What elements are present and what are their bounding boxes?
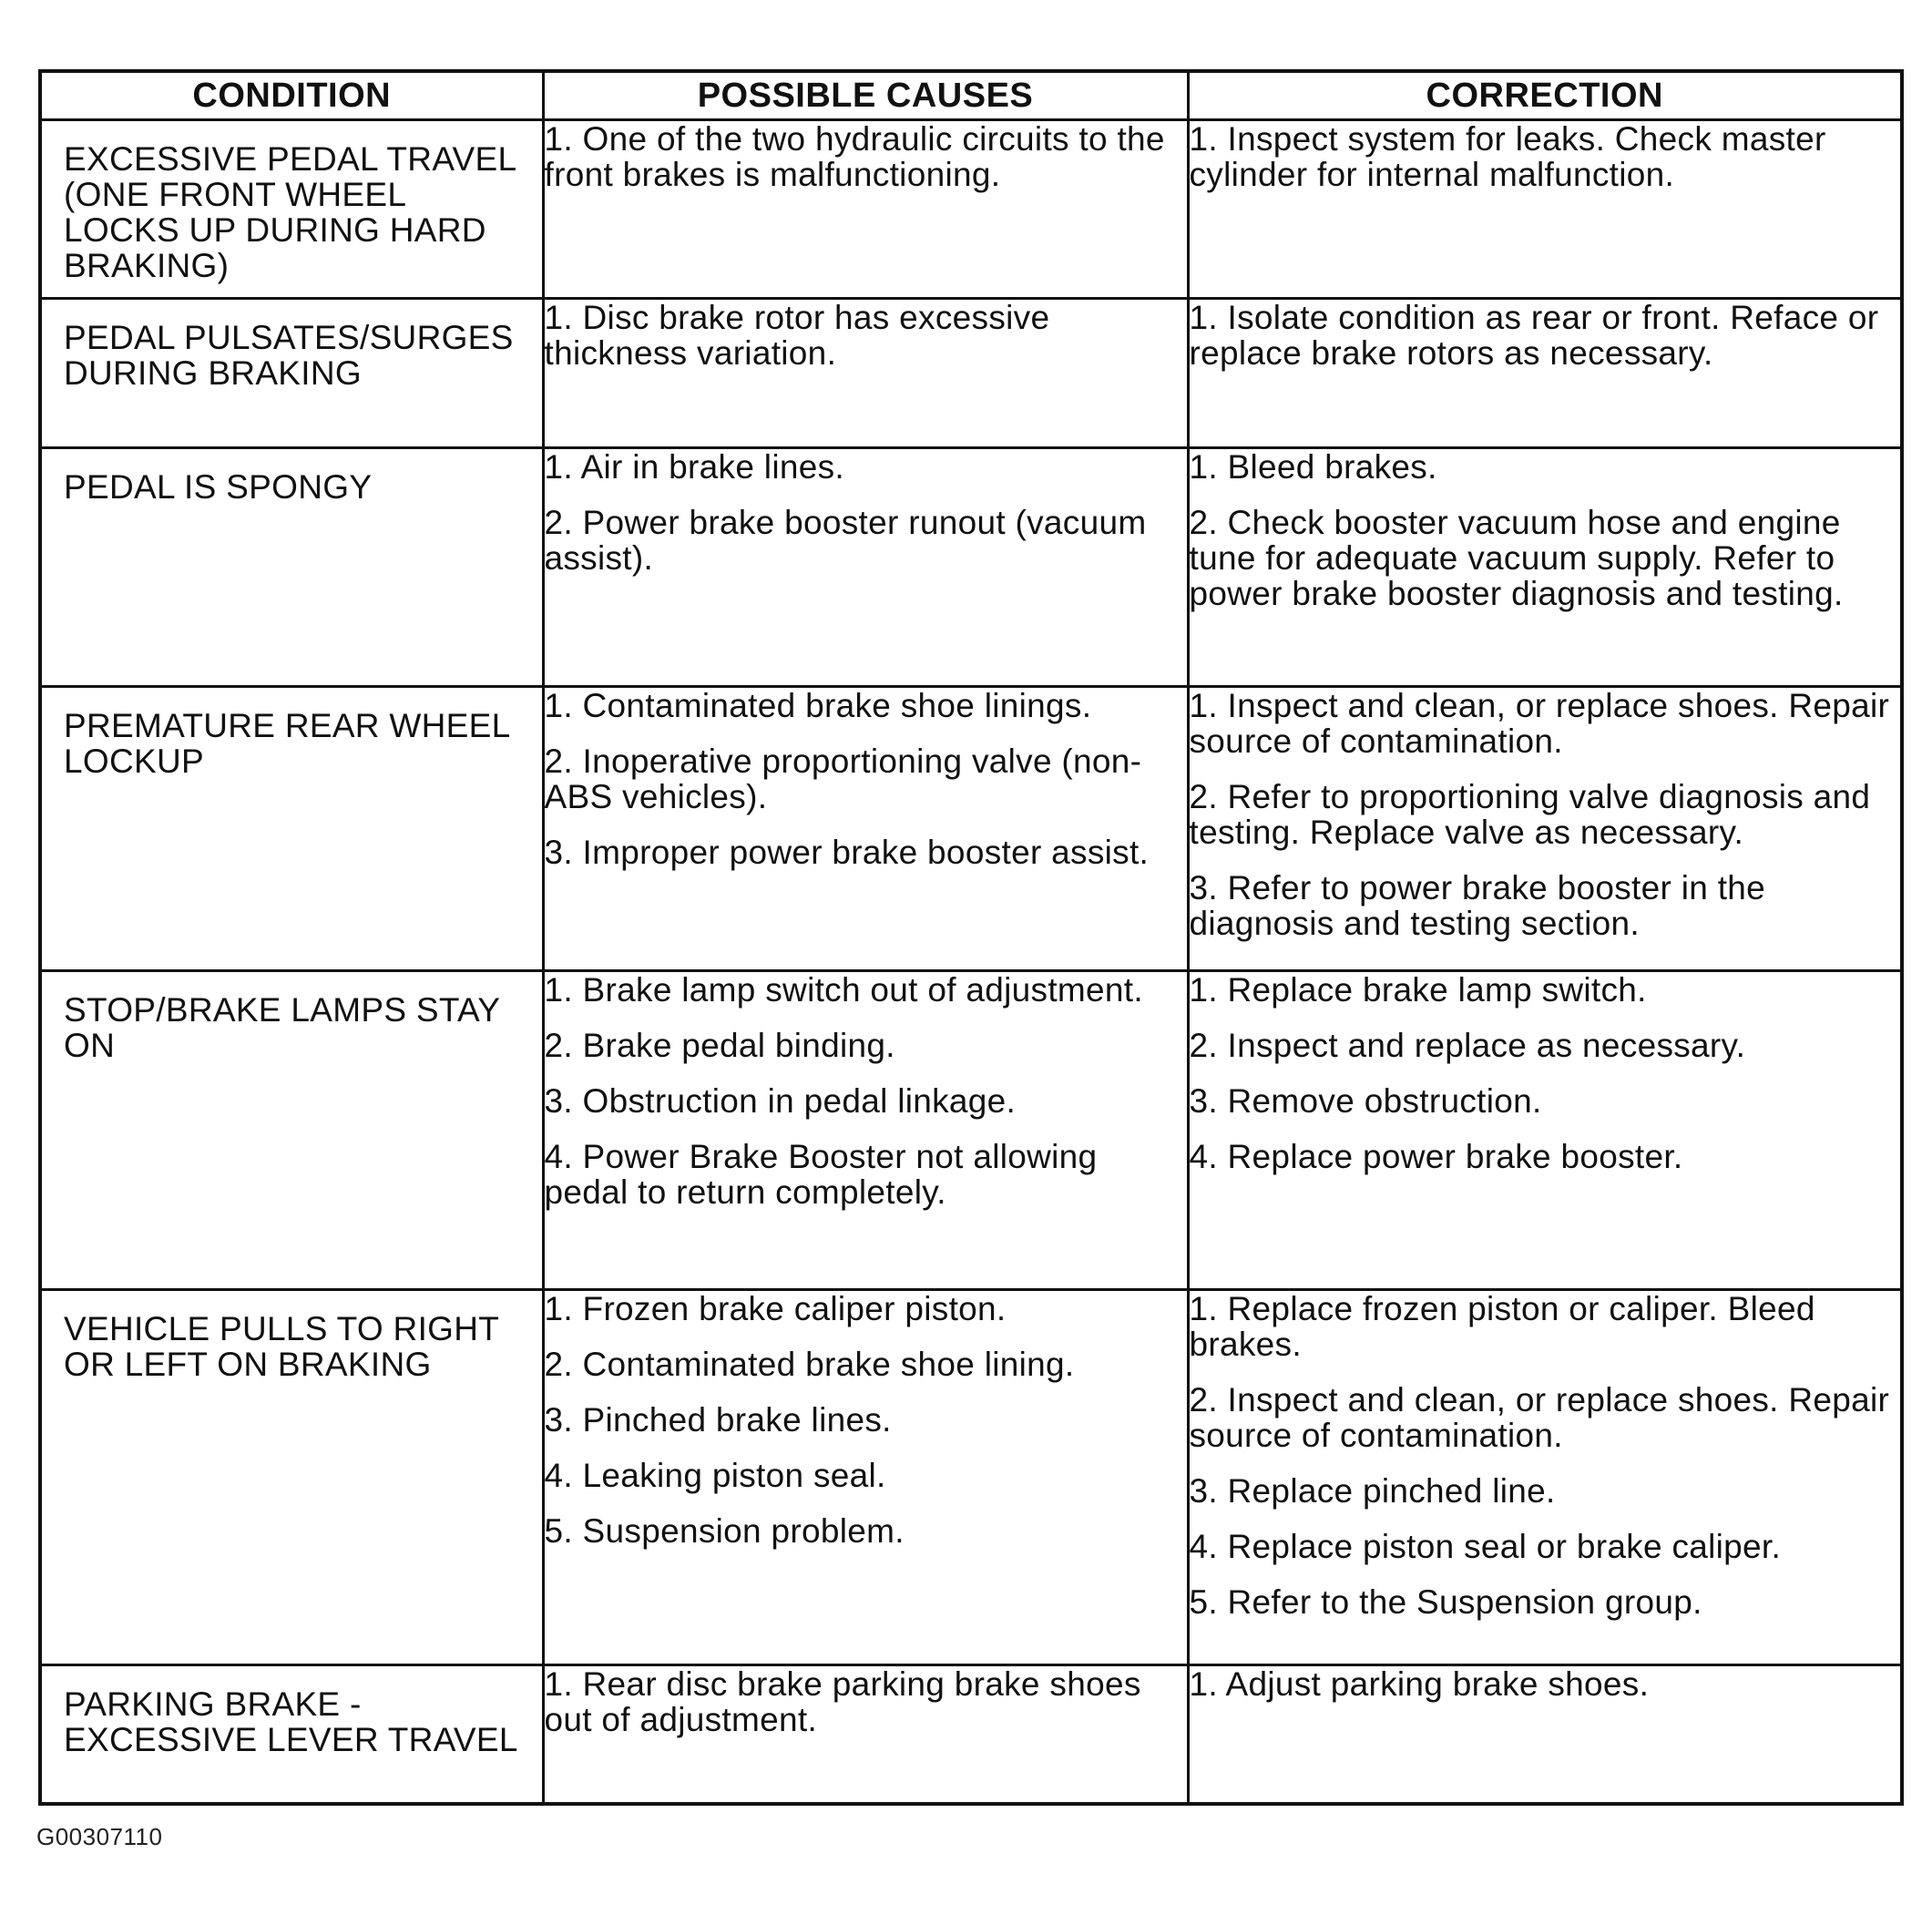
correction-item: 1. Inspect system for leaks. Check master cylinder for internal malfunction. — [1189, 120, 1826, 193]
cause-item: 2. Power brake booster runout (vacuum assist). — [544, 504, 1147, 578]
cause-item: 2. Contaminated brake shoe lining. — [544, 1346, 1075, 1384]
cause-item: 4. Leaking piston seal. — [544, 1457, 886, 1495]
correction-cell — [1188, 1665, 1902, 1804]
cause-item: 3. Improper power brake booster assist. — [544, 834, 1150, 872]
brake-diagnosis-table — [38, 69, 1904, 1806]
correction-cell — [1188, 120, 1902, 299]
correction-cell — [1188, 971, 1902, 1290]
correction-item: 1. Inspect and clean, or replace shoes. Repair source of contamination. — [1189, 687, 1890, 761]
table-row — [40, 1290, 1902, 1665]
cause-item: 1. Frozen brake caliper piston. — [544, 1290, 1007, 1328]
causes-cell — [543, 971, 1188, 1290]
cause-item: 1. One of the two hydraulic circuits to the front brakes is malfunctioning. — [544, 120, 1165, 193]
cause-item: 3. Pinched brake lines. — [544, 1401, 892, 1439]
cause-item: 4. Power Brake Booster not allowing pedal to return completely. — [544, 1138, 1098, 1212]
causes-cell — [543, 448, 1188, 687]
correction-item: 4. Replace power brake booster. — [1189, 1138, 1683, 1176]
correction-item: 1. Isolate condition as rear or front. Reface or replace brake rotors as necessary. — [1189, 299, 1879, 373]
condition-cell — [40, 1290, 543, 1665]
cause-item: 2. Inoperative proportioning valve (non-ABS vehicles). — [544, 743, 1142, 816]
correction-cell — [1188, 1290, 1902, 1665]
condition-text: VEHICLE PULLS TO RIGHT OR LEFT ON BRAKING — [64, 1310, 499, 1384]
header-row — [40, 71, 1902, 120]
condition-text: STOP/BRAKE LAMPS STAY ON — [64, 991, 500, 1065]
correction-item: 1. Bleed brakes. — [1189, 448, 1437, 486]
correction-item: 2. Inspect and clean, or replace shoes. Repair source of contamination. — [1189, 1381, 1890, 1455]
correction-cell — [1188, 448, 1902, 687]
cause-item: 5. Suspension problem. — [544, 1512, 905, 1551]
figure-id: G00307110 — [36, 1823, 163, 1850]
condition-cell — [40, 687, 543, 971]
table-row — [40, 1665, 1902, 1804]
correction-item: 2. Check booster vacuum hose and engine tune for adequate vacuum supply. Refer to power brake booster diagnosis and testing. — [1189, 504, 1844, 613]
table-row — [40, 448, 1902, 687]
correction-item: 1. Replace brake lamp switch. — [1189, 971, 1647, 1009]
condition-cell — [40, 448, 543, 687]
causes-cell — [543, 299, 1188, 448]
cause-item: 3. Obstruction in pedal linkage. — [544, 1082, 1017, 1121]
table-row — [40, 687, 1902, 971]
condition-text: PEDAL PULSATES/SURGES DURING BRAKING — [64, 319, 514, 393]
condition-text: PEDAL IS SPONGY — [64, 468, 373, 507]
table-row — [40, 971, 1902, 1290]
correction-item: 2. Inspect and replace as necessary. — [1189, 1027, 1746, 1065]
cause-item: 1. Disc brake rotor has excessive thickness variation. — [544, 299, 1050, 373]
correction-item: 1. Adjust parking brake shoes. — [1189, 1665, 1650, 1704]
cause-item: 1. Contaminated brake shoe linings. — [544, 687, 1092, 725]
correction-item: 4. Replace piston seal or brake caliper. — [1189, 1528, 1782, 1566]
correction-item: 3. Refer to power brake booster in the diagnosis and testing section. — [1189, 869, 1766, 943]
column-header-possible-causes: POSSIBLE CAUSES — [543, 71, 1188, 120]
cause-item: 1. Air in brake lines. — [544, 448, 844, 486]
causes-cell — [543, 1665, 1188, 1804]
causes-cell — [543, 1290, 1188, 1665]
condition-text: EXCESSIVE PEDAL TRAVEL (ONE FRONT WHEEL LOCKS UP DURING HARD BRAKING) — [64, 140, 516, 284]
correction-item: 3. Replace pinched line. — [1189, 1472, 1556, 1511]
table-row — [40, 120, 1902, 299]
column-header-correction: CORRECTION — [1188, 71, 1902, 120]
causes-cell — [543, 687, 1188, 971]
condition-cell — [40, 120, 543, 299]
correction-item: 2. Refer to proportioning valve diagnosis and testing. Replace valve as necessary. — [1189, 778, 1871, 852]
cause-item: 1. Brake lamp switch out of adjustment. — [544, 971, 1143, 1009]
condition-cell — [40, 971, 543, 1290]
condition-cell — [40, 1665, 543, 1804]
cause-item: 1. Rear disc brake parking brake shoes out of adjustment. — [544, 1665, 1141, 1739]
condition-cell — [40, 299, 543, 448]
cause-item: 2. Brake pedal binding. — [544, 1027, 895, 1065]
correction-cell — [1188, 299, 1902, 448]
causes-cell — [543, 120, 1188, 299]
condition-text: PREMATURE REAR WHEEL LOCKUP — [64, 707, 510, 781]
correction-item: 3. Remove obstruction. — [1189, 1082, 1542, 1121]
correction-item: 5. Refer to the Suspension group. — [1189, 1583, 1702, 1622]
table-row — [40, 299, 1902, 448]
correction-item: 1. Replace frozen piston or caliper. Bleed brakes. — [1189, 1290, 1815, 1364]
condition-text: PARKING BRAKE - EXCESSIVE LEVER TRAVEL — [64, 1685, 518, 1759]
correction-cell — [1188, 687, 1902, 971]
column-header-condition: CONDITION — [40, 71, 543, 120]
